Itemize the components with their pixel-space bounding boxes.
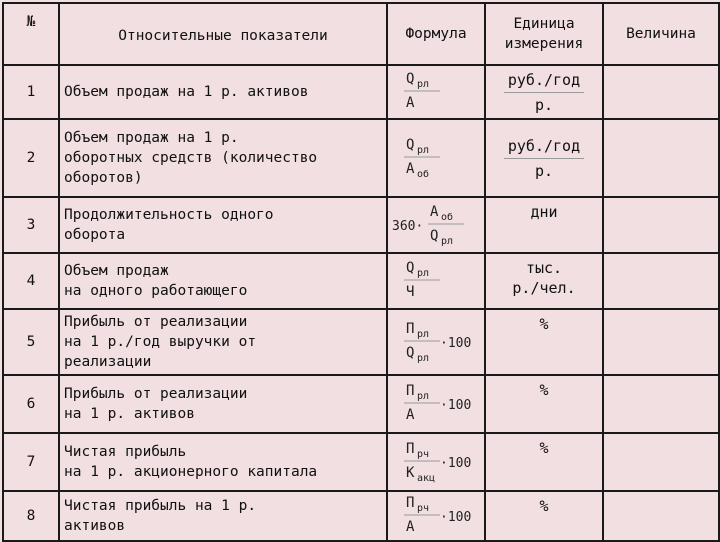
formula-numerator-sub: рл xyxy=(417,391,430,402)
formula-numerator-sub: об xyxy=(441,212,454,223)
row-number: 2 xyxy=(3,119,59,197)
unit-label: дни xyxy=(530,203,558,221)
formula-numerator-sub: рч xyxy=(417,503,430,514)
header-num: № xyxy=(3,3,59,65)
formula-suffix: ·100 xyxy=(440,456,472,471)
header-formula: Формула xyxy=(387,3,485,65)
formula-fraction xyxy=(390,259,482,303)
table-row xyxy=(3,119,719,197)
unit-label: руб./год xyxy=(504,70,584,93)
formula-numerator: П xyxy=(406,321,415,337)
indicator-name: Объем продаж на 1 р. активов xyxy=(59,65,387,119)
unit-denominator: р. xyxy=(534,161,554,180)
formula-numerator-sub: рл xyxy=(417,145,430,156)
table-row xyxy=(3,433,719,491)
value-cell[interactable] xyxy=(603,309,719,375)
formula-numerator-sub: рл xyxy=(417,268,430,279)
unit-cell xyxy=(485,197,603,253)
formula-numerator-sub: рл xyxy=(417,79,430,90)
indicator-name: Прибыль от реализации на 1 р./год выручки от реализации xyxy=(59,309,387,375)
indicator-name: Чистая прибыль на 1 р. акционерного капитала xyxy=(59,433,387,491)
formula-suffix: ·100 xyxy=(440,398,472,413)
row-number: 1 xyxy=(3,65,59,119)
unit-cell xyxy=(485,375,603,433)
unit-denominator: р. xyxy=(534,95,554,114)
formula-numerator: A xyxy=(430,204,439,220)
formula-numerator: П xyxy=(406,383,415,399)
formula-cell xyxy=(387,491,485,541)
formula-denominator-sub: рл xyxy=(441,236,454,247)
row-number: 3 xyxy=(3,197,59,253)
formula-fraction xyxy=(390,320,482,364)
formula-numerator: Q xyxy=(406,71,415,87)
header-name-label: Относительные показатели xyxy=(118,28,328,44)
formula-denominator-sub: рл xyxy=(417,353,430,364)
formula-denominator: A xyxy=(406,407,415,423)
table-row xyxy=(3,253,719,309)
formula-suffix: ·100 xyxy=(440,510,472,525)
unit-label: % xyxy=(539,381,549,399)
value-cell[interactable] xyxy=(603,253,719,309)
indicators-table xyxy=(2,2,720,542)
unit-cell xyxy=(485,253,603,309)
formula-fraction xyxy=(390,203,482,247)
indicator-name: Продолжительность одного оборота xyxy=(59,197,387,253)
formula-numerator: Q xyxy=(406,260,415,276)
formula-cell xyxy=(387,309,485,375)
formula-numerator: Q xyxy=(406,137,415,153)
formula-numerator-sub: рл xyxy=(417,329,430,340)
unit-label: % xyxy=(539,315,549,333)
header-unit: Единица измерения xyxy=(485,3,603,65)
unit-label: руб./год xyxy=(504,136,584,159)
value-cell[interactable] xyxy=(603,65,719,119)
formula-denominator: A xyxy=(406,161,415,177)
formula-denominator: Q xyxy=(406,345,415,361)
formula-suffix: ·100 xyxy=(440,336,472,351)
formula-denominator: Q xyxy=(430,228,439,244)
formula-prefix: 360· xyxy=(392,219,424,234)
header-name xyxy=(59,3,387,65)
value-cell[interactable] xyxy=(603,375,719,433)
formula-cell xyxy=(387,375,485,433)
formula-fraction xyxy=(390,136,482,180)
table-row xyxy=(3,65,719,119)
row-number: 4 xyxy=(3,253,59,309)
indicator-name: Прибыль от реализации на 1 р. активов xyxy=(59,375,387,433)
table-row xyxy=(3,197,719,253)
indicator-name: Объем продаж на 1 р. оборотных средств (количество оборотов) xyxy=(59,119,387,197)
unit-label: % xyxy=(539,439,549,457)
formula-numerator-sub: рч xyxy=(417,449,430,460)
indicator-name: Чистая прибыль на 1 р. активов xyxy=(59,491,387,541)
formula-cell xyxy=(387,197,485,253)
formula-numerator: П xyxy=(406,495,415,511)
formula-denominator: К xyxy=(406,465,415,481)
value-cell[interactable] xyxy=(603,197,719,253)
formula-cell xyxy=(387,433,485,491)
unit-label: тыс. р./чел. xyxy=(512,259,576,297)
value-cell[interactable] xyxy=(603,491,719,541)
unit-cell xyxy=(485,433,603,491)
formula-denominator: A xyxy=(406,95,415,111)
table-row xyxy=(3,309,719,375)
row-number: 6 xyxy=(3,375,59,433)
formula-fraction xyxy=(390,382,482,426)
formula-fraction xyxy=(390,70,482,114)
unit-cell xyxy=(485,119,603,197)
value-cell[interactable] xyxy=(603,119,719,197)
table-row xyxy=(3,491,719,541)
formula-cell xyxy=(387,65,485,119)
formula-numerator: П xyxy=(406,441,415,457)
formula-denominator: Ч xyxy=(406,284,415,300)
formula-denominator-sub: об xyxy=(417,169,430,180)
unit-cell xyxy=(485,309,603,375)
formula-denominator-sub: акц xyxy=(417,473,436,484)
unit-cell xyxy=(485,65,603,119)
value-cell[interactable] xyxy=(603,433,719,491)
unit-label: % xyxy=(539,497,549,515)
formula-cell xyxy=(387,253,485,309)
table-row xyxy=(3,375,719,433)
formula-fraction xyxy=(390,494,482,538)
header-value: Величина xyxy=(603,3,719,65)
row-number: 8 xyxy=(3,491,59,541)
unit-cell xyxy=(485,491,603,541)
formula-fraction xyxy=(390,440,482,484)
formula-denominator: A xyxy=(406,519,415,535)
formula-cell xyxy=(387,119,485,197)
row-number: 7 xyxy=(3,433,59,491)
row-number: 5 xyxy=(3,309,59,375)
indicator-name: Объем продаж на одного работающего xyxy=(59,253,387,309)
header-row xyxy=(3,3,719,65)
